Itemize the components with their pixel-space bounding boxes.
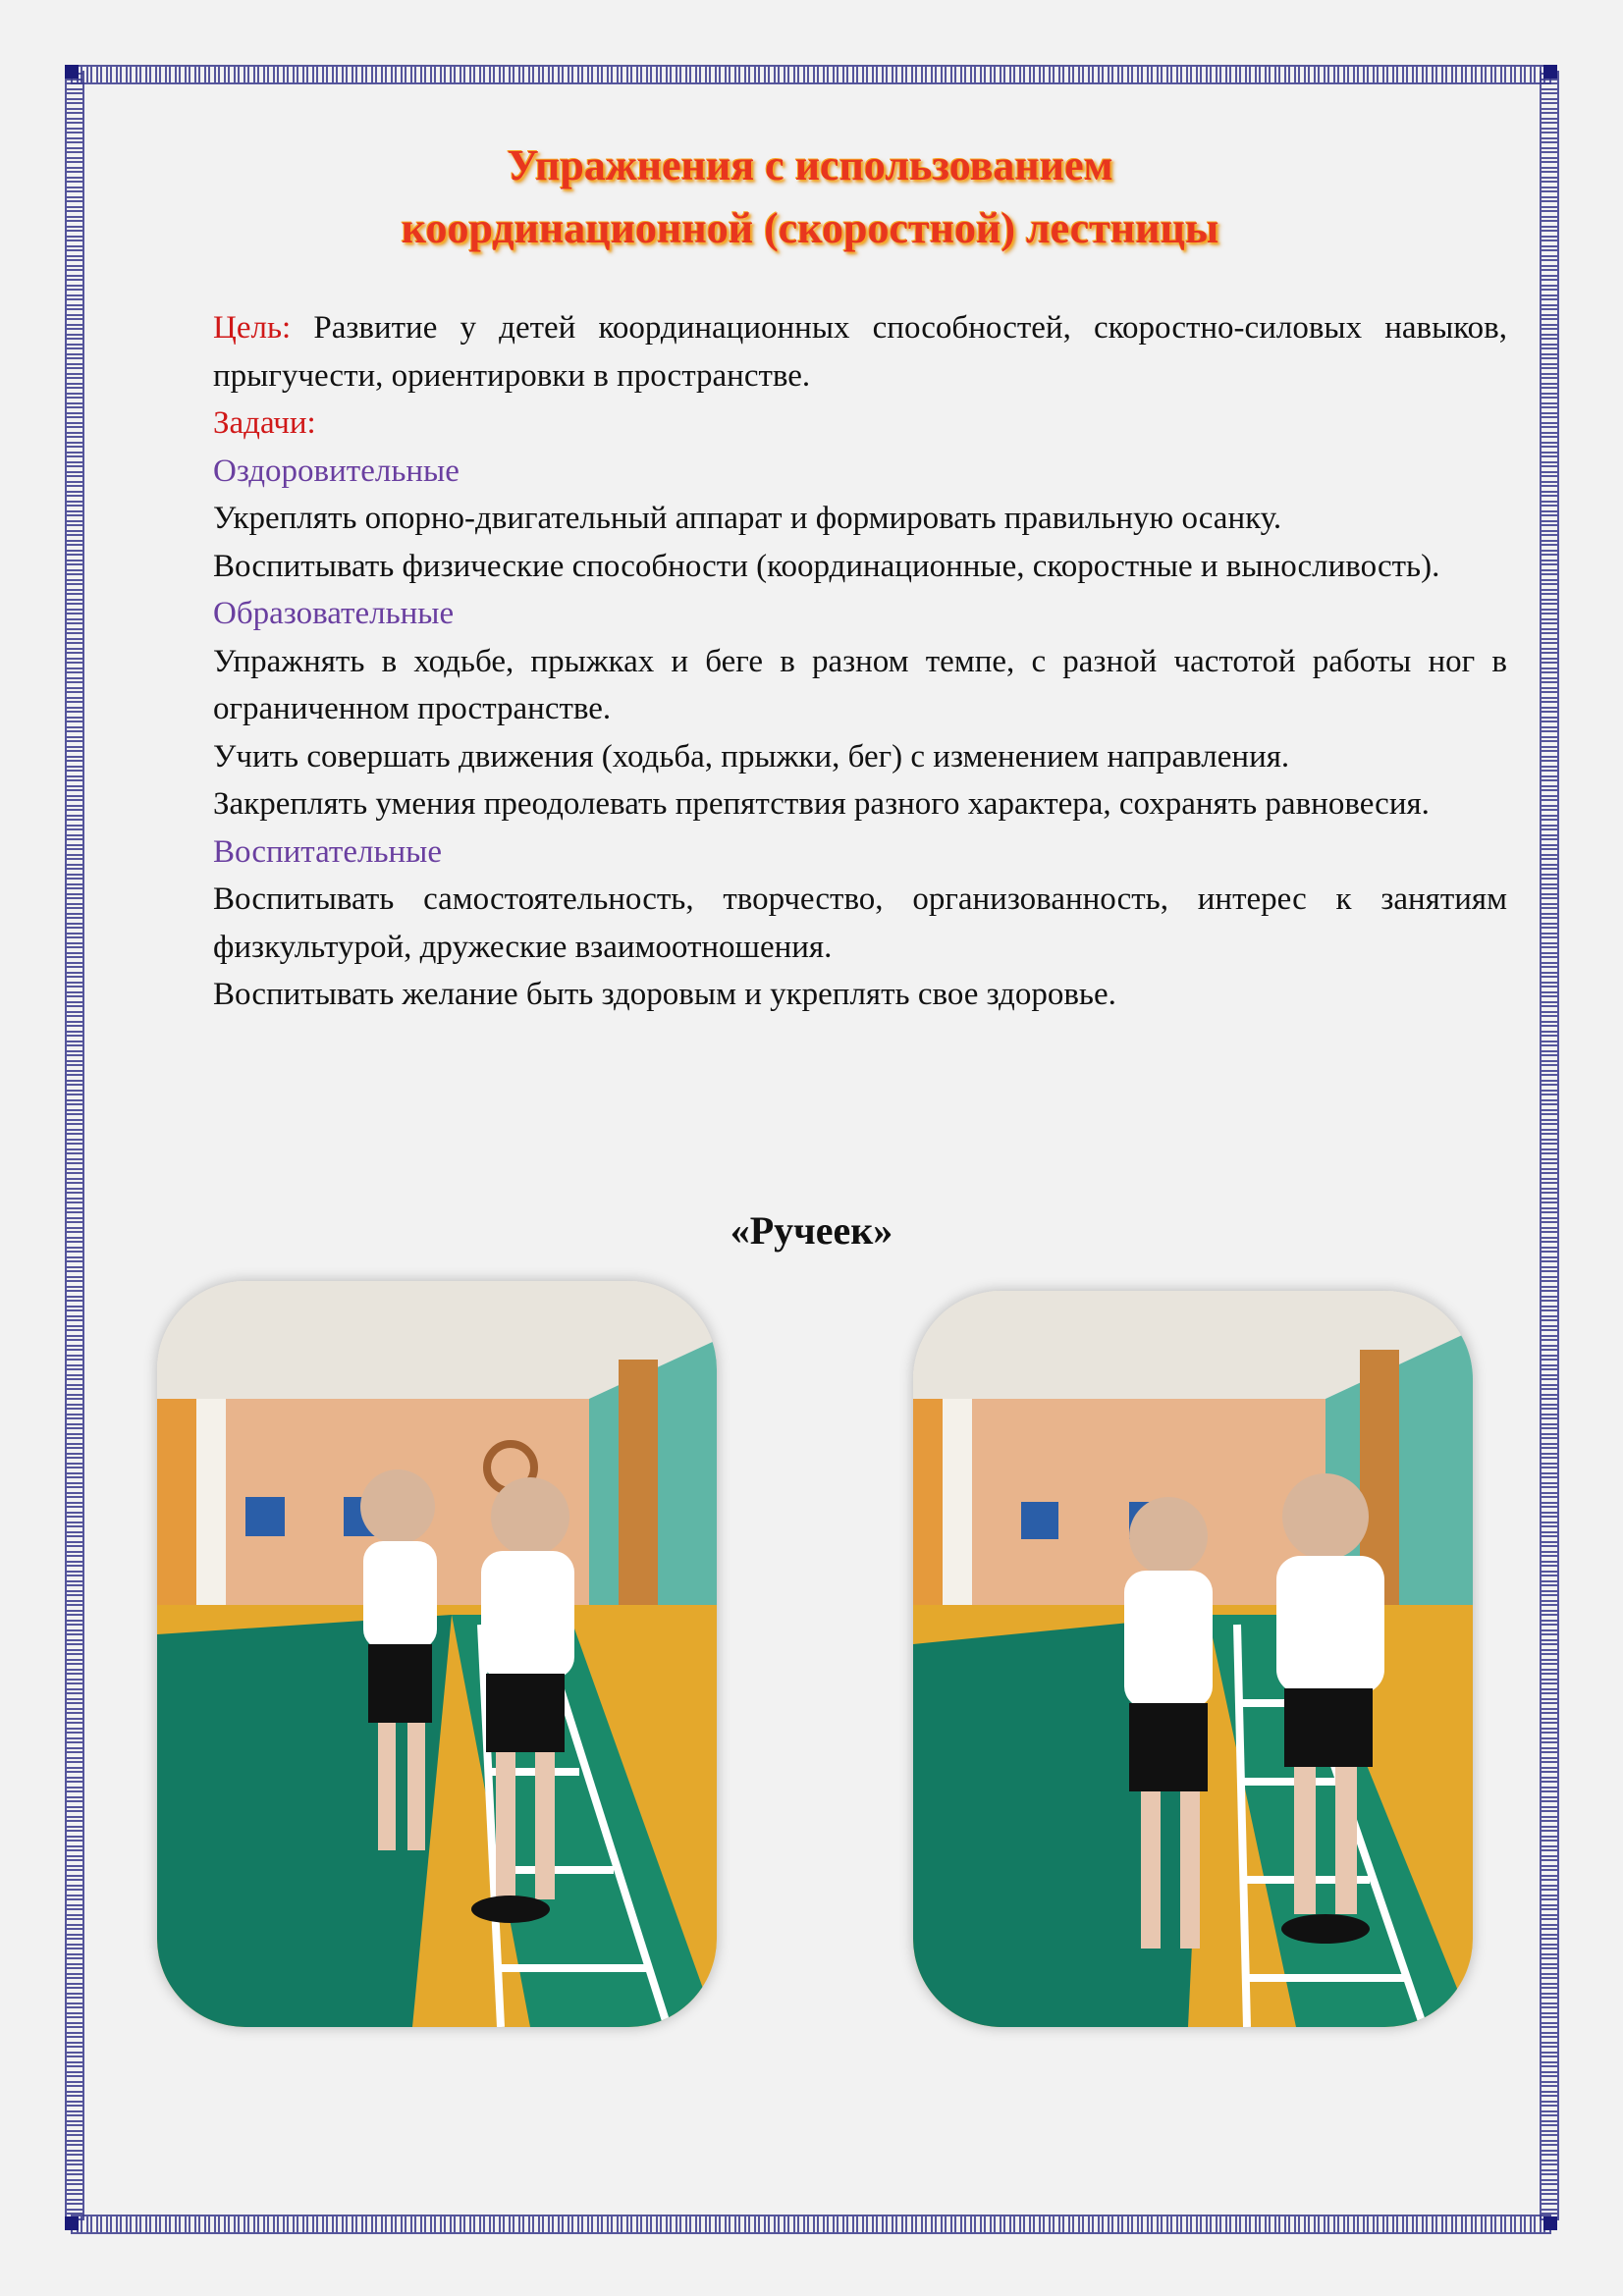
exercise-title: «Ручеек» [730,1208,893,1253]
section-heading-health: Оздоровительные [213,453,460,489]
border-corner-bl [65,2216,79,2230]
section-line: Учить совершать движения (ходьба, прыжки, бег) с изменением направления. [213,738,1290,774]
goal-label: Цель: [213,310,292,346]
section-line: Воспитывать желание быть здоровым и укреплять свое здоровье. [213,977,1116,1012]
border-corner-tl [65,65,79,79]
border-left [65,71,84,2220]
document-body [213,304,1507,1019]
title-line-2: координационной (скоростной) лестницы [401,204,1219,252]
goal-text: Развитие у детей координационных способностей, скоростно-силовых навыков, прыгучести, ориентировки в пространстве. [213,310,1507,394]
section-line: Упражнять в ходьбе, прыжках и беге в разном темпе, с разной частотой работы ног в ограниченном пространстве. [213,643,1507,726]
goal-paragraph [213,304,1507,400]
border-corner-tr [1543,65,1557,79]
section-line: Воспитывать самостоятельность, творчество, организованность, интерес к занятиям физкультурой, дружеские взаимоотношения. [213,881,1507,965]
exercise-photo-2 [913,1291,1473,2027]
border-corner-br [1543,2216,1557,2230]
tasks-label: Задачи: [213,405,316,441]
page-title [245,134,1375,260]
photo-illustration [913,1291,1473,2027]
border-bottom [71,2215,1551,2234]
section-line: Закреплять умения преодолевать препятствия разного характера, сохранять равновесия. [213,786,1430,822]
section-heading-education: Образовательные [213,596,455,631]
exercise-photo-1 [157,1281,717,2027]
border-top [71,65,1551,84]
section-line: Воспитывать физические способности (координационные, скоростные и выносливость). [213,548,1440,584]
section-heading-upbringing: Воспитательные [213,833,442,870]
border-right [1540,71,1559,2220]
title-line-1: Упражнения с использованием [507,141,1113,189]
section-line: Укреплять опорно-двигательный аппарат и формировать правильную осанку. [213,501,1282,536]
photo-illustration [157,1281,717,2027]
